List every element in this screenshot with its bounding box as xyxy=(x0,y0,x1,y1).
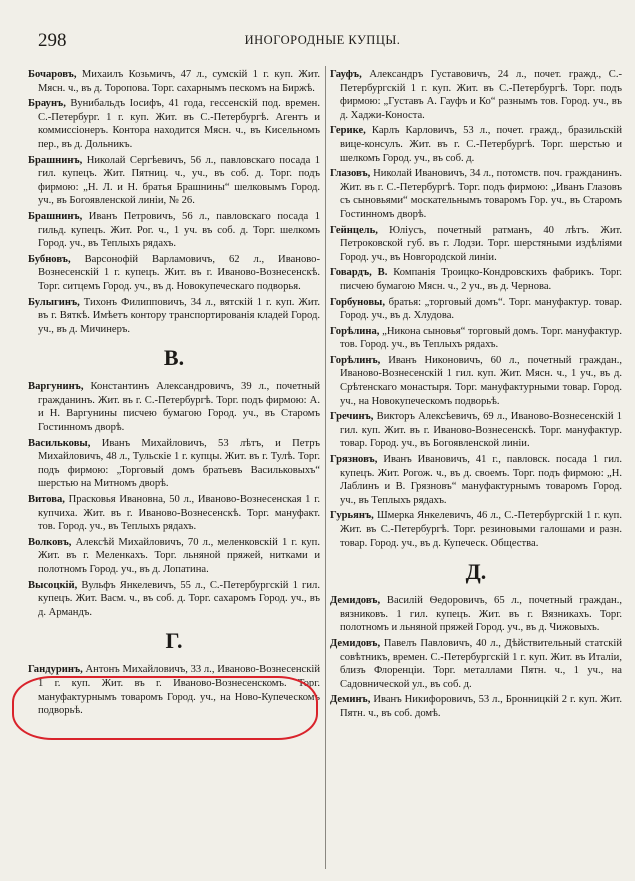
merchant-details: Карлъ Карловичъ, 53 л., почет. гражд., бразильскій вице-консулъ. Жит. въ г. С.-Петербургѣ. Торг. шерстью и шелкомъ Город. уч., въ соб. д. xyxy=(340,125,622,164)
merchant-name: Глазовъ, xyxy=(330,168,371,180)
right-column xyxy=(330,68,622,871)
merchant-name: Горѣлинъ, xyxy=(330,354,381,366)
merchant-name: Гурьянъ, xyxy=(330,510,374,522)
merchant-entry xyxy=(330,167,622,221)
merchant-name: Гейнцель, xyxy=(330,224,378,236)
merchant-entry xyxy=(330,453,622,507)
merchant-details: Вунибальдъ Іосифъ, 41 года, гессенскій под. времен. С.-Петербург. 1 г. куп. Жит. въ С.-Петербургѣ. Агентъ и коммиссіонеръ. Контора находится Мясн. ч., въ Кисельномъ пер., въ д. Дольникъ. xyxy=(38,98,320,150)
merchant-name: Браунъ, xyxy=(28,98,66,110)
merchant-entry xyxy=(330,509,622,550)
merchant-details: Викторъ Алексѣевичъ, 69 л., Иваново-Вознесенскій 1 гил. куп. Жит. въ г. Иваново-Вознесенскѣ. Торг. мануфактур. товар. Город. уч., въ Богоявленской линіи. xyxy=(340,411,622,450)
merchant-name: Бочаровъ, xyxy=(28,69,77,80)
section-letter: В. xyxy=(163,345,185,371)
merchant-name: Герике, xyxy=(330,125,366,137)
merchant-details: Тихонъ Филипповичъ, 34 л., вятскій 1 г. куп. Жит. въ г. Вяткѣ. Имѣетъ контору транспортированія кладей Город. уч., въ д. Мичинеръ. xyxy=(38,296,320,335)
merchant-entry xyxy=(28,68,320,95)
merchant-name: Брашнинъ, xyxy=(28,154,83,166)
merchant-entry xyxy=(28,253,320,294)
merchant-name: Горѣлина, xyxy=(330,325,380,337)
merchant-details: Николай Сергѣевичъ, 56 л., павловскаго посада 1 гил. купецъ. Жит. Пятниц. ч., уч., въ соб. д. Торг. подъ фирмою: „Н. Л. и Н. братья Брашнины“ шелковымъ Город. уч., въ Богоявленской линіи, № 26. xyxy=(38,154,320,207)
merchant-name: Говардъ, В. xyxy=(330,267,388,279)
merchant-details: Иванъ Ивановичъ, 41 г., павловск. посада 1 гил. купецъ. Жит. Рогож. ч., въ д. своемъ. Торг. подъ фирмою: „Н. Лаблинъ и В. Грязновъ“ мануфактурнымъ товаромъ Город. уч., въ Теплыхъ рядахъ. xyxy=(340,454,622,506)
merchant-details: Иванъ Никифоровичъ, 53 л., Бронницкій 2 г. куп. Жит. Пятн. ч., въ соб. домѣ. xyxy=(340,694,622,719)
merchant-name: Волковъ, xyxy=(28,536,72,548)
merchant-details: Александръ Густавовичъ, 24 л., почет. гражд., С.-Петербургскій 1 г. куп. Жит. въ С.-Петербургѣ. Торг. подъ фирмою: „Густавъ А. Гауфъ и Ко“ разнымъ тов. Город. уч., въ д. Хаджи-Коноста. xyxy=(340,69,622,121)
merchant-name: Варгунинъ, xyxy=(28,381,84,393)
merchant-name: Брашнинъ, xyxy=(28,210,83,222)
merchant-details: Михаилъ Козьмичъ, 47 л., сумскій 1 г. куп. Жит. Мясн. ч., въ д. Торопова. Торг. сахарнымъ пескомъ на Биржѣ. xyxy=(38,69,320,94)
merchant-entry xyxy=(330,296,622,323)
section-letter: Д. xyxy=(465,559,487,585)
merchant-name: Бубновъ, xyxy=(28,253,71,265)
merchant-entry xyxy=(330,68,622,122)
merchant-name: Витова, xyxy=(28,494,65,506)
merchant-name: Деминъ, xyxy=(330,694,371,706)
left-column xyxy=(28,68,320,871)
merchant-entry xyxy=(330,266,622,293)
merchant-entry xyxy=(28,663,320,717)
merchant-name: Демидовъ, xyxy=(330,637,381,649)
merchant-entry xyxy=(28,437,320,491)
merchant-entry xyxy=(330,124,622,165)
merchant-name: Гауфъ, xyxy=(330,69,362,80)
merchant-name: Гандуринъ, xyxy=(28,664,83,676)
merchant-details: Иванъ Никоновичъ, 60 л., почетный граждан., Иваново-Вознесенскій 1 гил. куп. Жит. Мясн. ч., 1 уч., въ д. Срѣтенскаго монастыря. Торг. мануфактурными товар. Город. уч., на Новокупеческомъ подворьѣ. xyxy=(340,354,622,407)
merchant-details: Константинъ Александровичъ, 39 л., почетный гражданинъ. Жит. въ г. С.-Петербургѣ. Торг. подъ фирмою: А. и Н. Варгунины писчею бумагою Город. уч., въ Старомъ Гостинномъ дворѣ. xyxy=(38,381,320,434)
merchant-name: Горбуновы, xyxy=(330,296,385,308)
merchant-details: Вульфъ Янкелевичъ, 55 л., С.-Петербургскій 1 гил. купецъ. Жит. Васм. ч., въ соб. д. Торг. сахаромъ Город. уч., въ д. Армандъ. xyxy=(38,579,320,618)
merchant-entry xyxy=(330,594,622,635)
page-number: 298 xyxy=(38,30,67,51)
merchant-details: Иванъ Петровичъ, 56 л., павловскаго посада 1 гильд. купецъ. Жит. Рог. ч., 1 уч. въ соб. д. Торг. шелкомъ Город. уч., въ Теплыхъ рядахъ. xyxy=(38,210,320,250)
merchant-details: Николай Ивановичъ, 34 л., потомств. поч. гражданинъ. Жит. въ г. С.-Петербургѣ. Торг. подъ фирмою: „Иванъ Глазовъ съ сыновьями“ москательнымъ товаромъ Гор. уч., въ Старомъ Гостинномъ дворѣ. xyxy=(340,168,622,220)
merchant-entry xyxy=(28,380,320,434)
merchant-entry xyxy=(28,493,320,534)
merchant-name: Грязновъ, xyxy=(330,454,378,466)
merchant-entry xyxy=(28,210,320,251)
column-divider xyxy=(325,66,326,869)
merchant-name: Васильковы, xyxy=(28,437,91,449)
merchant-details: Павелъ Павловичъ, 40 л., Дѣйствительный статскій совѣтникъ, времен. С.-Петербургскій 1 г. куп. Жит. въ Италіи, близъ Флоренціи. Торг. металлами Пятн. ч., 1 уч., на Садовнической ул., въ соб. д. xyxy=(340,637,622,690)
merchant-entry xyxy=(28,536,320,577)
merchant-name: Высоцкій, xyxy=(28,579,78,591)
merchant-details: Компанія Троицко-Кондровскихъ фабрикъ. Торг. писчею бумагою Мясн. ч., 2 уч., въ д. Чернова. xyxy=(340,267,622,292)
merchant-entry xyxy=(330,637,622,691)
merchant-entry xyxy=(330,693,622,720)
merchant-name: Гречинъ, xyxy=(330,411,374,423)
merchant-details: „Никона сыновья“ торговый домъ. Торг. мануфактур. тов. Город. уч., въ Теплыхъ рядахъ. xyxy=(340,325,622,351)
merchant-entry xyxy=(330,325,622,352)
merchant-name: Булыгинъ, xyxy=(28,296,80,308)
page-header xyxy=(38,30,607,52)
merchant-entry xyxy=(28,154,320,208)
merchant-entry xyxy=(330,224,622,265)
merchant-details: Иванъ Михайловичъ, 53 лѣтъ, и Петръ Михайловичъ, 48 л., Тульскіе 1 г. купцы. Жит. въ г. Тулѣ. Торг. подъ фирмою: „Торговый домъ братьевъ Васильковыхъ“ шерстью на Митномъ дворѣ. xyxy=(38,437,320,490)
section-letter: Г. xyxy=(165,628,183,654)
merchant-details: Юліусъ, почетный ратманъ, 40 лѣтъ. Жит. Петроковской губ. въ г. Лодзи. Торг. шерстяными издѣліями Город. уч., въ Новгородской линіи. xyxy=(340,224,622,263)
merchant-entry xyxy=(330,410,622,451)
merchant-details: Василій Ѳедоровичъ, 65 л., почетный граждан., вязниковъ. 1 гил. купецъ. Жит. въ г. Вязникахъ. Торг. полотномъ и льняной пряжей Город. уч., въ д. Чижовыхъ. xyxy=(340,595,622,634)
merchant-details: Алексѣй Михайловичъ, 70 л., меленковскій 1 г. куп. Жит. въ г. Меленкахъ. Торг. льняной пряжей, нитками и полотномъ Город. уч., въ д. Лопатина. xyxy=(38,536,320,575)
merchant-details: Варсонофій Варламовичъ, 62 л., Иваново-Вознесенскій 1 г. купецъ. Жит. въ г. Иваново-Вознесенскѣ. Торг. ситцемъ Город. уч., въ д. Новокупеческаго подворья. xyxy=(38,253,320,292)
merchant-entry xyxy=(28,296,320,337)
merchant-name: Демидовъ, xyxy=(330,595,381,607)
merchant-entry xyxy=(28,97,320,151)
running-head: ИНОГОРОДНЫЕ КУПЦЫ. xyxy=(244,33,401,47)
merchant-entry xyxy=(28,579,320,620)
merchant-details: Антонъ Михайловичъ, 33 л., Иваново-Вознесенскій 1 г. куп. Жит. въ г. Иваново-Вознесенскомъ. Торг. мануфактурнымъ товаромъ Город. уч., на Ново-Купеческомъ подворьѣ. xyxy=(38,664,320,717)
merchant-details: Шмерка Янкелевичъ, 46 л., С.-Петербургскій 1 г. куп. Жит. въ С.-Петербургѣ. Торг. резиновыми галошами и разн. товар. Город. уч., въ д. Купеческ. Общества. xyxy=(340,510,622,549)
merchant-details: братья: „торговый домъ“. Торг. мануфактур. товар. Город. уч., въ д. Хлудова. xyxy=(340,296,622,322)
merchant-entry xyxy=(330,354,622,408)
merchant-details: Прасковья Ивановна, 50 л., Иваново-Вознесенская 1 г. купчиха. Жит. въ г. Иваново-Вознесенскѣ. Торг. мануфакт. тов. Город. уч., въ Теплыхъ рядахъ. xyxy=(38,494,320,533)
